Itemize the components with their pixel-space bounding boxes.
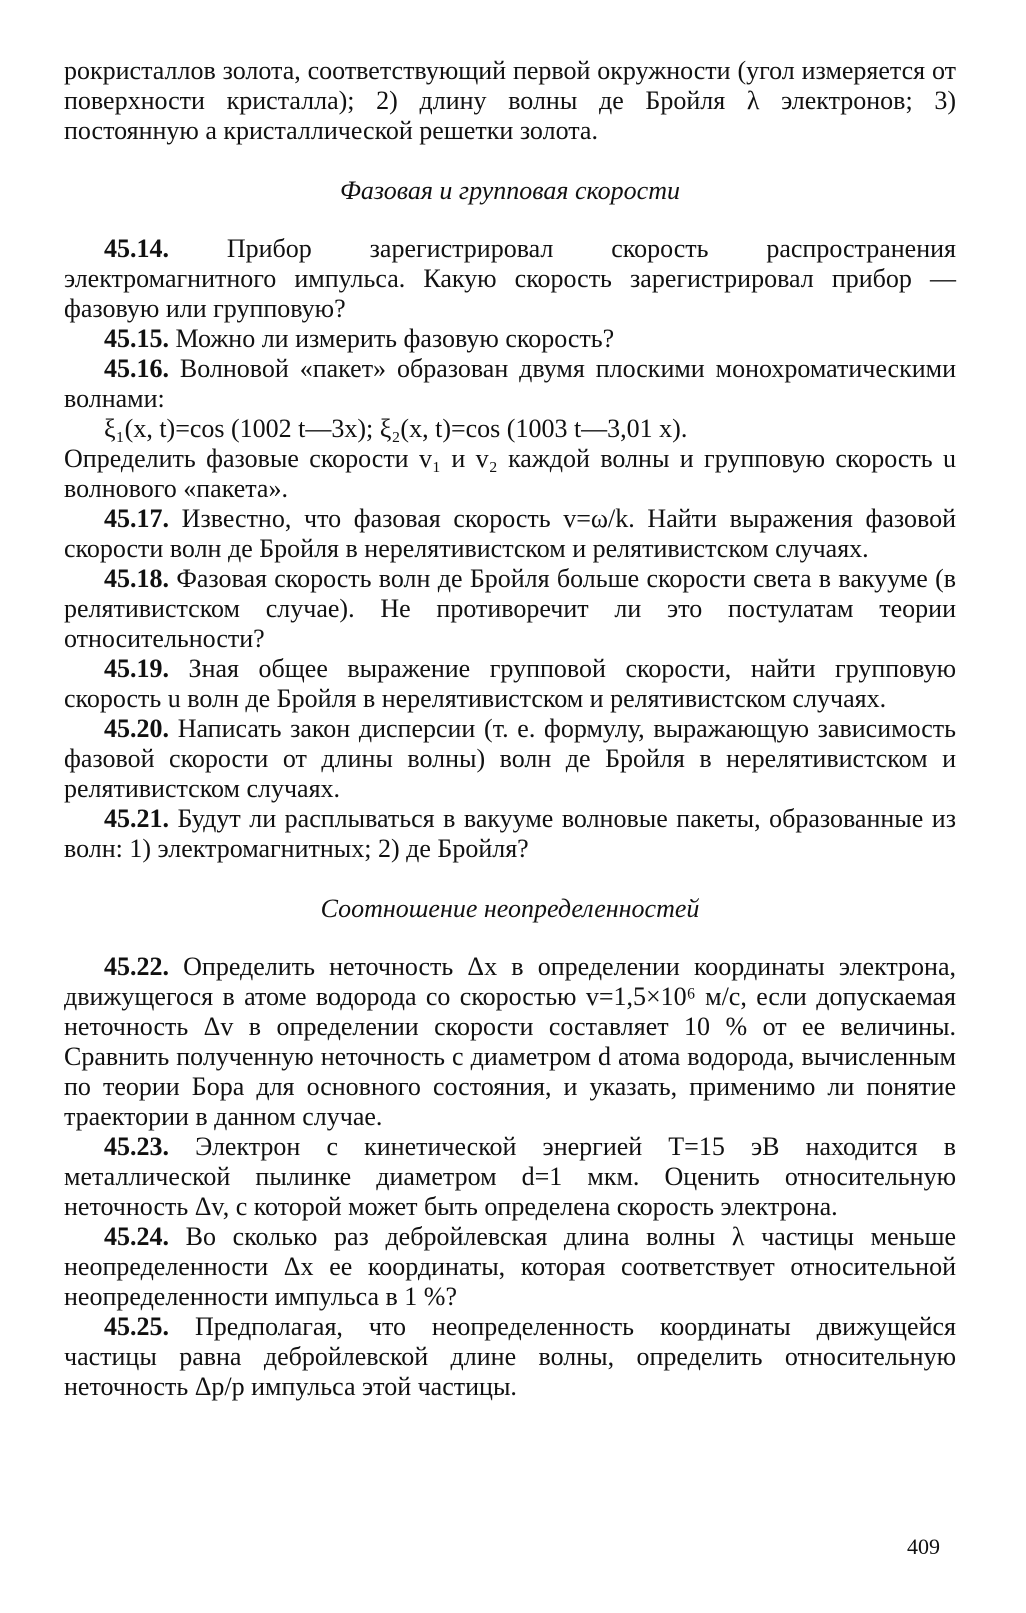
problem-number: 45.14.	[104, 234, 169, 263]
problem-45-23	[64, 1132, 956, 1222]
problem-text: Фазовая скорость волн де Бройля больше скорости света в вакууме (в релятивистском случае). Не противоречит ли это постулатам теории относительности?	[64, 564, 957, 653]
section-heading-phase-group-velocity: Фазовая и групповая скорости	[340, 176, 680, 205]
problem-45-19	[64, 654, 956, 714]
intro-paragraph: рокристаллов золота, соответствующий первой окружности (угол измеряется от поверхности кристалла); 2) длину волны де Бройля λ электронов; 3) постоянную a кристаллической решетки золота.	[64, 56, 956, 145]
section-heading-uncertainty: Соотношение неопределенностей	[320, 894, 700, 923]
problem-number: 45.24.	[104, 1222, 169, 1251]
problem-text: Определить неточность Δx в определении координаты электрона, движущегося в атоме водорода со скоростью v=1,5×10⁶ м/с, если допускаемая неточность Δv в определении скорости составляет 10 % от ее величины. Сравнить полученную неточность с диаметром d атома водорода, вычисленным по теории Бора для основного состояния, и указать, применимо ли понятие траектории в данном случае.	[64, 952, 956, 1131]
problem-number: 45.25.	[104, 1312, 169, 1341]
problem-number: 45.17.	[104, 504, 169, 533]
problem-text: Написать закон дисперсии (т. е. формулу, выражающую зависимость фазовой скорости от длины волны) волн де Бройля в нерелятивистском и релятивистском случаях.	[64, 714, 956, 803]
problem-45-15	[64, 324, 956, 354]
problem-text: Электрон с кинетической энергией T=15 эВ находится в металлической пылинке диаметром d=1 мкм. Оценить относительную неточность Δv, с которой может быть определена скорость электрона.	[64, 1132, 956, 1221]
problem-45-17	[64, 504, 956, 564]
problem-text: Можно ли измерить фазовую скорость?	[175, 324, 615, 353]
problem-45-16	[64, 354, 956, 414]
problem-text: Прибор зарегистрировал скорость распространения электромагнитного импульса. Какую скорость зарегистрировал прибор — фазовую или групповую?	[64, 234, 956, 323]
problem-text: Волновой «пакет» образован двумя плоскими монохроматическими волнами:	[64, 354, 956, 413]
problem-number: 45.15.	[104, 324, 169, 353]
page-content	[64, 56, 956, 1402]
problem-number: 45.18.	[104, 564, 169, 593]
problem-45-25	[64, 1312, 956, 1402]
problem-number: 45.23.	[104, 1132, 169, 1161]
problem-45-24	[64, 1222, 956, 1312]
problem-number: 45.20.	[104, 714, 169, 743]
page-number: 409	[907, 1534, 940, 1559]
problem-text: Во сколько раз дебройлевская длина волны λ частицы меньше неопределенности Δx ее координаты, которая соответствует относительной неопределенности импульса в 1 %?	[64, 1222, 956, 1311]
problem-number: 45.21.	[104, 804, 169, 833]
problem-45-18	[64, 564, 956, 654]
problem-text: Предполагая, что неопределенность координаты движущейся частицы равна дебройлевской длине волны, определить относительную неточность Δp/p импульса этой частицы.	[64, 1312, 957, 1401]
problem-45-20	[64, 714, 956, 804]
problem-text: Известно, что фазовая скорость v=ω/k. Найти выражения фазовой скорости волн де Бройля в нерелятивистском и релятивистском случаях.	[64, 504, 957, 563]
problem-45-21	[64, 804, 956, 864]
problem-number: 45.19.	[104, 654, 169, 683]
problem-45-22	[64, 952, 956, 1132]
problem-text: Будут ли расплываться в вакууме волновые пакеты, образованные из волн: 1) электромагнитных; 2) де Бройля?	[64, 804, 956, 863]
problem-45-16-continuation: Определить фазовые скорости v₁ и v₂ каждой волны и групповую скорость u волнового «пакета».	[64, 444, 956, 503]
problem-number: 45.16.	[104, 354, 169, 383]
problem-text: Зная общее выражение групповой скорости, найти групповую скорость u волн де Бройля в нерелятивистском и релятивистском случаях.	[64, 654, 956, 713]
formula-45-16: ξ₁(x, t)=cos (1002 t—3x); ξ₂(x, t)=cos (1003 t—3,01 x).	[104, 414, 688, 443]
problem-number: 45.22.	[104, 952, 169, 981]
problem-45-14	[64, 234, 956, 324]
